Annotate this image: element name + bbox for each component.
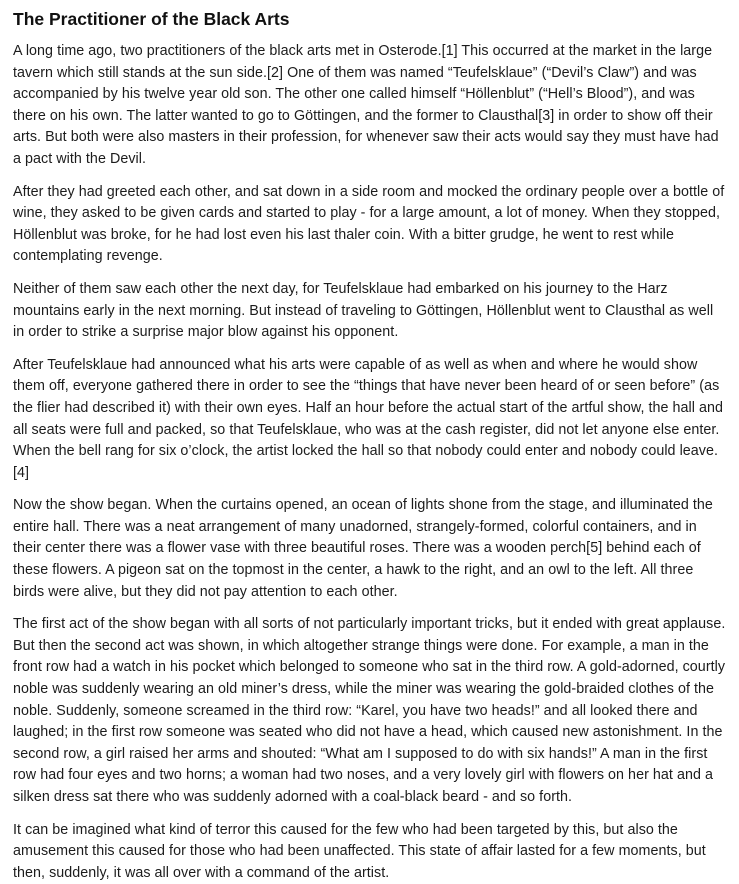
paragraph-1: A long time ago, two practitioners of the black arts met in Osterode.[1] This occurred at the market in the large tavern which still stands at the sun side.[2] One of them was named “Teufelsklaue” (“Devil’s Claw”) and was accompanied by his twelve year old son. The other one called himself “Höllenblut” (“Hell’s Blood”), and was there on his own. The latter wanted to go to Göttingen, and the former to Clausthal[3] in order to show off their arts. But both were also masters in their profession, for whenever saw their acts would say they must have had a pact with the Devil.	[13, 43, 719, 167]
paragraph-7: It can be imagined what kind of terror this caused for the few who had been targeted by this, but also the amusement this caused for those who had been unaffected. This state of affair lasted for a few moments, but then, suddenly, it was all over with a command of the artist.	[13, 821, 706, 881]
article-title: The Practitioner of the Black Arts	[13, 9, 290, 29]
paragraph-3: Neither of them saw each other the next day, for Teufelsklaue had embarked on his journey to the Harz mountains early in the next morning. But instead of traveling to Göttingen, Höllenblut went to Clausthal as well in order to strike a surprise major blow against his opponent.	[13, 280, 714, 341]
paragraph-4: After Teufelsklaue had announced what his arts were capable of as well as when and where he would show them off, everyone gathered there in order to see the “things that have never been heard of or seen before” (as the flier had described it) with their own eyes. Half an hour before the actual start of the artful show, the hall and all seats were full and packed, so that Teufelsklaue, who was at the cash register, did not let anyone else enter. When the bell rang for six o’clock, the artist locked the hall so that nobody could enter and nobody could leave.[4]	[13, 356, 724, 481]
paragraph-2: After they had greeted each other, and sat down in a side room and mocked the ordinary people over a bottle of wine, they asked to be given cards and started to play - for a large amount, a lot of money. When they stopped, Höllenblut was broke, for he had lost even his last thaler coin. With a bitter grudge, he went to rest while contemplating revenge.	[13, 183, 725, 265]
paragraph-5: Now the show began. When the curtains opened, an ocean of lights shone from the stage, and illuminated the entire hall. There was a neat arrangement of many unadorned, strangely-formed, colorful containers, and in their center there was a flower vase with three beautiful roses. There was a wooden perch[5] behind each of these flowers. A pigeon sat on the topmost in the center, a hawk to the right, and an owl to the left. All three birds were alive, but they did not pay attention to each other.	[13, 497, 713, 600]
paragraph-6: The first act of the show began with all sorts of not particularly important tricks, but it ended with great applause. But then the second act was shown, in which altogether strange things were done. For example, a man in the front row had a watch in his pocket which belonged to someone who sat in the third row. A gold-adorned, courtly noble was suddenly wearing an old miner’s dress, while the miner was wearing the gold-braided clothes of the noble. Suddenly, someone screamed in the third row: “Karel, you have two heads!” and all looked there and laughed; in the first row someone was seated who did not have a head, which caused new astonishment. In the second row, a girl raised her arms and shouted: “What am I supposed to do with six hands!” A man in the first row had four eyes and two horns; a woman had two noses, and a very lovely girl with flowers on her hat and a silken dress sat there who was suddenly adorned with a coal-black beard - and so forth.	[13, 616, 726, 805]
